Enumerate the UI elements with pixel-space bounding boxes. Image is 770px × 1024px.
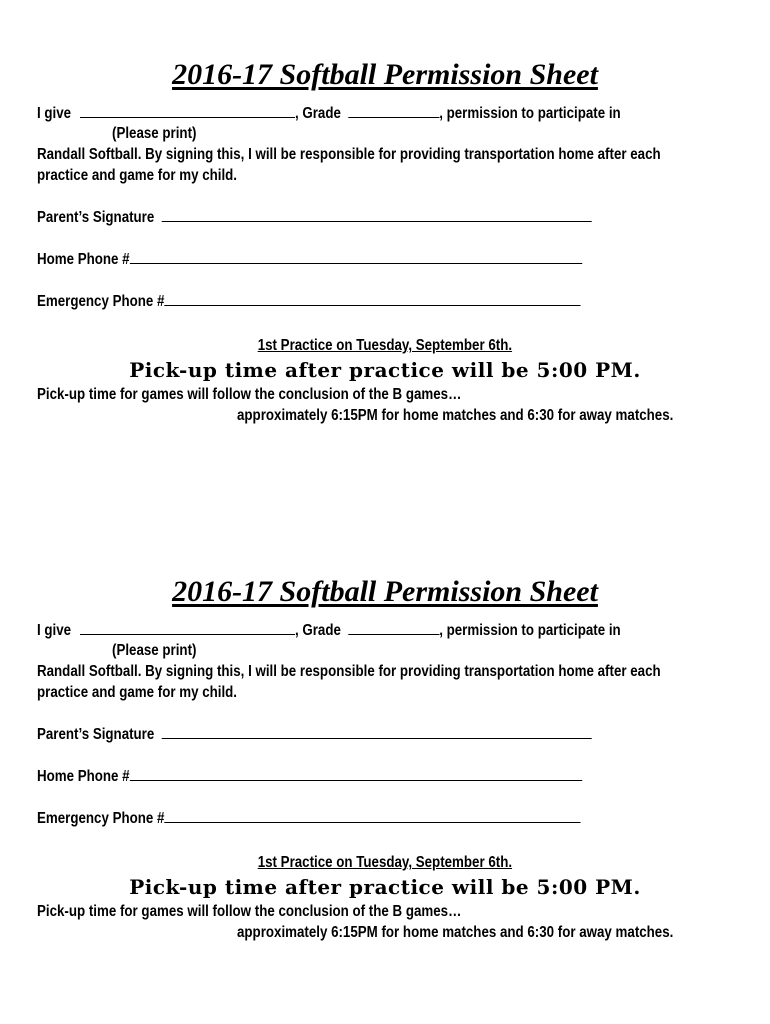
body-text-line-1: Randall Softball. By signing this, I will be responsible for providing transportation home after each [37,663,661,680]
student-line [37,103,621,124]
parent-signature-line [37,207,591,228]
student-line [37,620,621,641]
grade-label: , Grade [294,622,341,639]
home-phone-label: Home Phone # [37,251,130,268]
emergency-phone-line [37,808,581,829]
home-phone-line [37,766,582,787]
parent-signature-label: Parent’s Signature [37,726,155,743]
sheet-title: 2016-17 Softball Permission Sheet [172,575,598,608]
body-text-line-1: Randall Softball. By signing this, I will be responsible for providing transportation home after each [37,146,661,163]
games-pickup-line-2: approximately 6:15PM for home matches and 6:30 for away matches. [237,407,674,424]
first-practice-note: 1st Practice on Tuesday, September 6th. [257,854,513,871]
i-give-label: I give [37,622,72,639]
emergency-phone-label: Emergency Phone # [37,293,165,310]
home-phone-line [37,249,582,270]
student-name-blank[interactable] [80,103,295,118]
grade-blank[interactable] [348,620,439,635]
parent-signature-blank[interactable] [161,207,591,222]
please-print-note: (Please print) [112,642,197,659]
permission-sheet-bottom [0,517,770,941]
body-text-line-2: practice and game for my child. [37,684,238,701]
parent-signature-label: Parent’s Signature [37,209,155,226]
home-phone-blank[interactable] [130,249,582,264]
first-practice-note: 1st Practice on Tuesday, September 6th. [257,337,513,354]
permission-label: , permission to participate in [439,622,621,639]
sheet-title: 2016-17 Softball Permission Sheet [172,58,598,91]
emergency-phone-blank[interactable] [164,291,580,306]
games-pickup-line-2: approximately 6:15PM for home matches and 6:30 for away matches. [237,924,674,941]
student-name-blank[interactable] [80,620,295,635]
parent-signature-line [37,724,591,745]
games-pickup-line-1: Pick-up time for games will follow the conclusion of the B games… [37,386,462,403]
parent-signature-blank[interactable] [161,724,591,739]
emergency-phone-label: Emergency Phone # [37,810,165,827]
pickup-time-heading: Pick-up time after practice will be 5:00 PM. [129,358,641,382]
permission-label: , permission to participate in [439,105,621,122]
games-pickup-line-1: Pick-up time for games will follow the conclusion of the B games… [37,903,462,920]
permission-sheet-top [0,0,770,424]
home-phone-blank[interactable] [130,766,582,781]
emergency-phone-line [37,291,581,312]
emergency-phone-blank[interactable] [164,808,580,823]
i-give-label: I give [37,105,72,122]
home-phone-label: Home Phone # [37,768,130,785]
grade-label: , Grade [294,105,341,122]
grade-blank[interactable] [348,103,439,118]
body-text-line-2: practice and game for my child. [37,167,238,184]
pickup-time-heading: Pick-up time after practice will be 5:00 PM. [129,875,641,899]
please-print-note: (Please print) [112,125,197,142]
